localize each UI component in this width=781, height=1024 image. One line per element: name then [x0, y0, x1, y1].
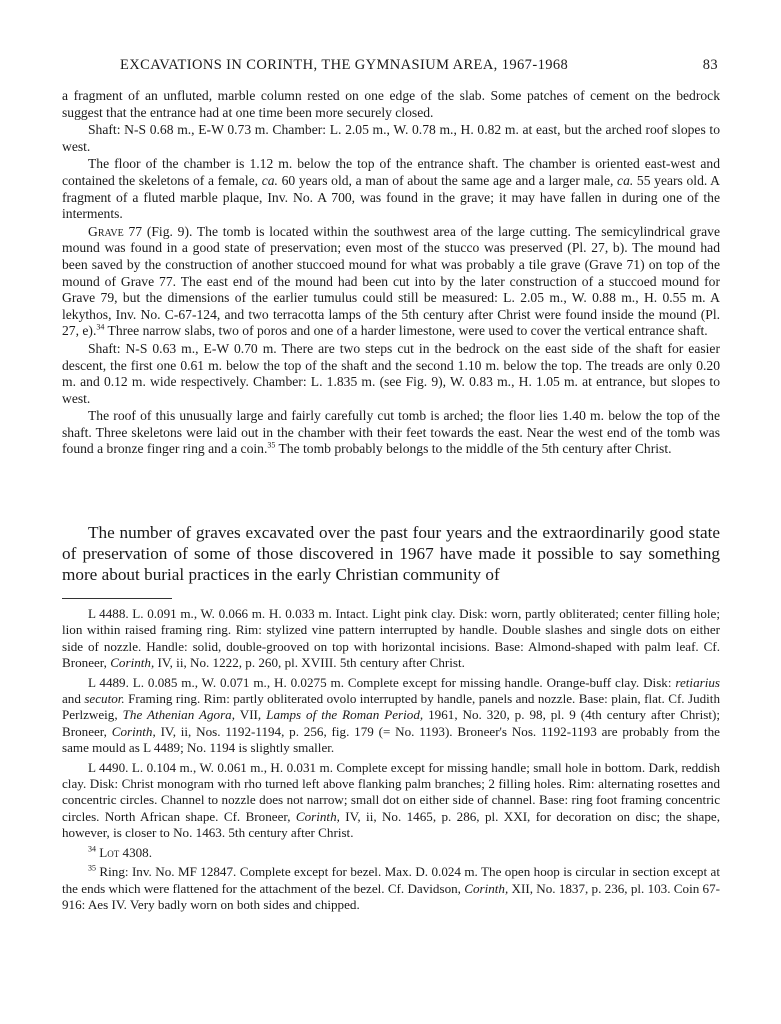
text-run: The floor of the chamber is 1.12 m. below the top of the entrance shaft. The chamber is oriented east-west and contained the skeletons of a female,: [62, 156, 720, 188]
text-run: The tomb probably belongs to the middle of the 5th century after Christ.: [275, 441, 672, 457]
text-run: 55 years old. A fragment of a fluted marble plaque, Inv. No. A 700, was found in the grave; it may have fallen in during one of the interments.: [62, 172, 720, 222]
text-run: Ring: Inv. No. MF 12847. Complete except for bezel. Max. D. 0.024 m. The open hoop is circular in section except at the ends which were flattened for the attachment of the bezel. Cf. Davidson,: [62, 864, 720, 896]
paragraph: [62, 88, 720, 121]
footnote-number: 34: [88, 844, 96, 854]
page-number: 83: [702, 57, 718, 73]
text-run: L 4490. L. 0.104 m., W. 0.061 m., H. 0.031 m. Complete except for missing handle; small hole in bottom. Dark, reddish clay. Disk: Christ monogram with rho turned left above flanking palm branches; 2 filling holes. Rim: alternating rosettes and concentric circles. Channel to nozzle does not narrow; small dot on either side of channel. Base: ring foot framing concentric circles. North African shape. Cf. Broneer,: [62, 759, 720, 824]
footnote-34: [62, 845, 720, 861]
text-run: and: [62, 691, 85, 707]
text-run: VII,: [235, 707, 267, 723]
text-run: 77 (Fig. 9). The tomb is located within the southwest area of the large cutting. The semicylindrical grave mound was found in a good state of preservation; even most of the stucco was preserved (Pl. 27, b). The mound had been saved by the construction of another stuccoed mound for what was probably a tile grave (Grave 71) on top of the mound of Grave 77. The east end of the mound had been cut into by the later construction of a stuccoed mound for Grave 79, but the dimensions of the earlier tumulus could still be measured: L. 2.05 m., W. 0.88 m., H. 0.55 m. A lekythos, Inv. No. C-67-124, and two terracotta lamps of the 5th century after Christ were found inside the mound (Pl. 27, e).: [62, 223, 720, 339]
paragraph: [62, 122, 720, 155]
text-run: a fragment of an unfluted, marble column rested on one edge of the slab. Some patches of cement on the bedrock suggest that the entrance had at one time been more securely closed.: [62, 88, 720, 120]
italic-run: ca.: [261, 172, 278, 188]
text-run: 60 years old, a man of about the same age and a larger male,: [277, 172, 618, 188]
body-text: [62, 88, 720, 459]
italic-run: Corinth,: [111, 723, 156, 739]
footnote-35: [62, 864, 720, 913]
text-run: IV, ii, No. 1222, p. 260, pl. XVIII. 5th century after Christ.: [154, 655, 465, 671]
text-run: IV, ii, No. 1465, p. 286, pl. XXI, for decoration on disc; the shape, however, is closer to No. 1463. 5th century after Christ.: [62, 808, 721, 841]
paragraph: [62, 224, 720, 340]
footnote-divider: [62, 598, 172, 599]
text-run: L 4488. L. 0.091 m., W. 0.066 m. H. 0.033 m. Intact. Light pink clay. Disk: worn, partly obliterated; center filling hole; lion within raised framing ring. Rim: stylized vine pattern interrupted by handle. Double slashes and single dots on either side of nozzle. Handle: solid, double-grooved on top with horizontal incisions. Base: Almond-shaped with palm leaf. Cf. Broneer,: [62, 606, 720, 671]
lamp-note: [62, 675, 720, 757]
footnotes: [62, 606, 720, 916]
text-run: The roof of this unusually large and fairly carefully cut tomb is arched; the floor lies 1.40 m. below the top of the shaft. Three skeletons were laid out in the chamber with their feet towards the east. Near the west end of the tomb was found a bronze finger ring and a coin.: [62, 408, 720, 457]
italic-run: The Athenian Agora,: [122, 707, 235, 723]
running-title: EXCAVATIONS IN CORINTH, THE GYMNASIUM AREA, 1967-1968: [120, 57, 569, 73]
lamp-note: [62, 760, 720, 842]
text-run: IV, ii, Nos. 1192-1194, p. 256, fig. 179 (= No. 1193). Broneer's Nos. 1192-1193 are probably from the same mould as L 4489; No. 1194 is slightly smaller.: [62, 723, 720, 756]
footnote-number: 35: [88, 863, 96, 873]
footnote-ref: 35: [267, 440, 276, 450]
paragraph: [62, 408, 720, 458]
italic-run: Corinth,: [464, 880, 509, 896]
italic-run: Corinth,: [295, 808, 340, 824]
italic-run: retiarius: [675, 674, 720, 690]
text-run: Three narrow slabs, two of poros and one of a harder limestone, were used to cover the vertical entrance shaft.: [104, 323, 708, 339]
grave-label: Grave: [88, 223, 124, 239]
italic-run: Lamps of the Roman Period,: [266, 707, 424, 723]
text-run: Framing ring. Rim: partly obliterated ovolo interrupted by handle, panels and nozzle. Base: plain, flat. Cf. Judith Perlzweig,: [62, 691, 720, 723]
text-run: Shaft: N-S 0.63 m., E-W 0.70 m. There are two steps cut in the bedrock on the east side of the shaft for easier descent, the first one 0.61 m. below the top of the shaft and the second 1.10 m. below the top. The treads are only 0.20 m. and 0.12 m. wide respectively. Chamber: L. 1.835 m. (see Fig. 9), W. 0.83 m., H. 1.05 m. at entrance, but slopes to west.: [62, 340, 720, 406]
paragraph: [62, 341, 720, 407]
text-run: Lot 4308.: [96, 844, 153, 860]
italic-run: secutor.: [84, 691, 125, 707]
italic-run: ca.: [617, 172, 634, 188]
text-run: 1961, No. 320, p. 98, pl. 9 (4th century after Christ); Broneer,: [62, 707, 721, 739]
lead-paragraph: The number of graves excavated over the past four years and the extraordinarily good state of preservation of some of those discovered in 1967 have made it possible to say something more about burial practices in the early Christian community of: [62, 523, 720, 584]
footnote-ref: 34: [96, 322, 105, 332]
section-lead: [62, 522, 720, 585]
lamp-note: [62, 606, 720, 672]
text-run: XII, No. 1837, p. 236, pl. 103. Coin 67-916: Aes IV. Very badly worn on both sides and chipped.: [62, 880, 720, 912]
italic-run: Corinth,: [110, 655, 155, 671]
paragraph: [62, 156, 720, 222]
text-run: L 4489. L. 0.085 m., W. 0.071 m., H. 0.0275 m. Complete except for missing handle. Orange-buff clay. Disk:: [88, 674, 676, 690]
text-run: Shaft: N-S 0.68 m., E-W 0.73 m. Chamber: L. 2.05 m., W. 0.78 m., H. 0.82 m. at east, but the arched roof slopes to west.: [62, 122, 720, 154]
